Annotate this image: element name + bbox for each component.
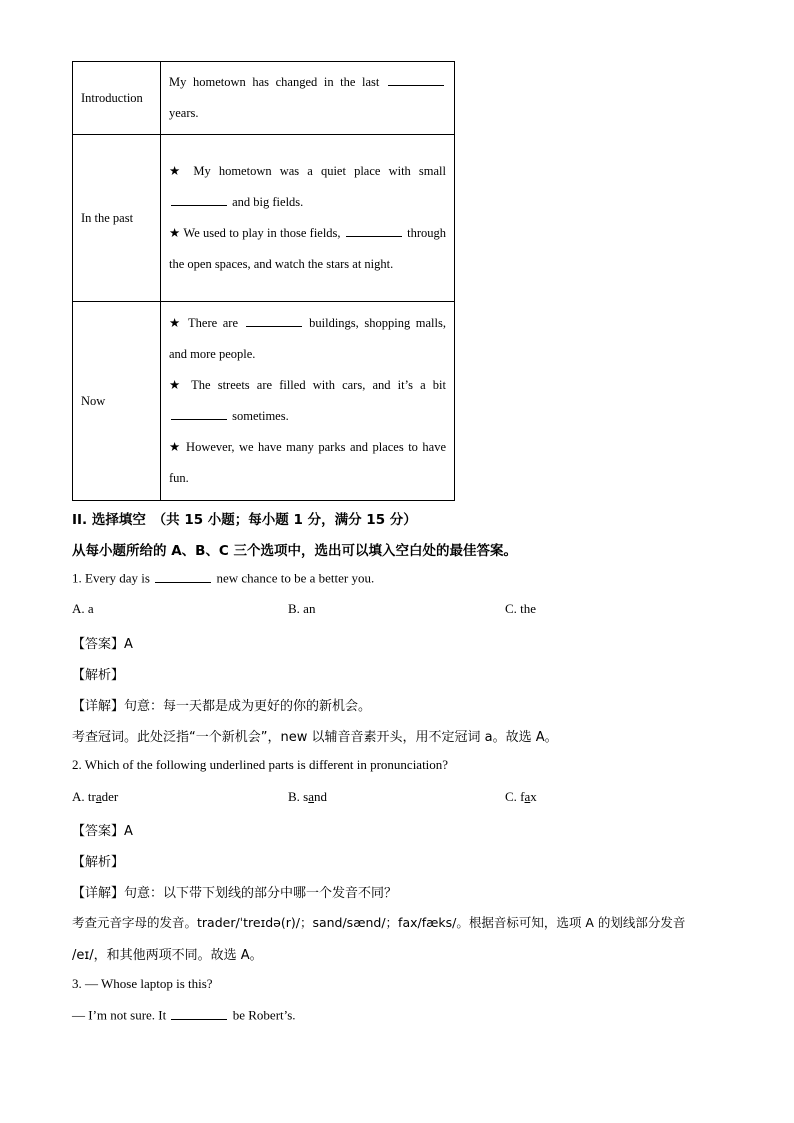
table-row bbox=[73, 135, 455, 302]
option-b: B. an bbox=[288, 601, 316, 616]
text: and big fields. bbox=[229, 195, 304, 209]
row-label: In the past bbox=[73, 135, 161, 302]
bullet-line bbox=[169, 370, 446, 432]
outline-table bbox=[72, 61, 455, 501]
detail-text: 【详解】句意：以下带下划线的部分中哪一个发音不同？ bbox=[72, 886, 398, 901]
underlined-letter: a bbox=[524, 789, 531, 804]
row-content bbox=[161, 62, 455, 135]
text: ★ However, we have many parks and places to have fun. bbox=[169, 440, 446, 485]
question-3-stem: 3. — Whose laptop is this? bbox=[72, 976, 213, 991]
bullet-line bbox=[169, 156, 446, 218]
text: My hometown has changed in the last bbox=[169, 75, 386, 89]
table-row bbox=[73, 62, 455, 135]
option-b bbox=[288, 789, 327, 805]
text: A. tr bbox=[72, 789, 96, 804]
option-a: A. a bbox=[72, 601, 94, 616]
fill-blank bbox=[155, 570, 211, 583]
text: — I’m not sure. It bbox=[72, 1007, 170, 1023]
detail-text: 【详解】句意：每一天都是成为更好的你的新机会。 bbox=[72, 699, 372, 714]
text: ★ The streets are filled with cars, and it’s a bit bbox=[169, 378, 446, 392]
text: buildings, shopping malls, and more people. bbox=[169, 316, 446, 361]
text: ★ There are bbox=[169, 316, 244, 330]
underlined-letter: a bbox=[95, 789, 102, 804]
text: 1. Every day is bbox=[72, 570, 154, 586]
analysis-label: 【解析】 bbox=[72, 668, 125, 683]
bullet-line bbox=[169, 218, 446, 280]
row-content bbox=[161, 302, 455, 501]
answer-label: 【答案】A bbox=[72, 824, 133, 839]
text: through the open spaces, and watch the stars at night. bbox=[169, 226, 446, 271]
fill-blank bbox=[346, 225, 402, 237]
text: B. s bbox=[288, 789, 309, 804]
explain-text-continued: /eɪ/，和其他两项不同。故选 A。 bbox=[72, 948, 263, 963]
section-instruction: 从每小题所给的 A、B、C 三个选项中，选出可以填入空白处的最佳答案。 bbox=[72, 543, 518, 559]
fill-blank bbox=[246, 315, 302, 327]
text: years. bbox=[169, 106, 199, 120]
fill-blank bbox=[171, 194, 227, 206]
text: new chance to be a better you. bbox=[213, 570, 375, 586]
row-content bbox=[161, 135, 455, 302]
fill-blank bbox=[388, 74, 444, 86]
option-a bbox=[72, 789, 118, 805]
text: nd bbox=[314, 789, 328, 804]
row-label: Now bbox=[73, 302, 161, 501]
bullet-line bbox=[169, 432, 446, 494]
row-label: Introduction bbox=[73, 62, 161, 135]
text: ★ My hometown was a quiet place with small bbox=[169, 164, 446, 178]
fill-blank bbox=[171, 408, 227, 420]
explain-text: 考查元音字母的发音。trader/ˈtreɪdə(r)/；sand/sænd/；fax/fæks/。根据音标可知，选项 A 的划线部分发音 bbox=[72, 915, 686, 930]
text: sometimes. bbox=[229, 409, 289, 423]
table-row bbox=[73, 302, 455, 501]
option-c bbox=[505, 789, 537, 805]
fill-blank bbox=[171, 1007, 227, 1020]
underlined-letter: a bbox=[308, 789, 315, 804]
text: be Robert’s. bbox=[229, 1007, 296, 1023]
text: ★ We used to play in those fields, bbox=[169, 226, 344, 240]
answer-label: 【答案】A bbox=[72, 637, 133, 652]
text: C. f bbox=[505, 789, 525, 804]
text: der bbox=[101, 789, 119, 804]
question-1-stem bbox=[72, 570, 374, 587]
explain-text: 考查冠词。此处泛指“一个新机会”，new 以辅音音素开头，用不定冠词 a。故选 A。 bbox=[72, 730, 558, 745]
option-c: C. the bbox=[505, 601, 537, 616]
analysis-label: 【解析】 bbox=[72, 855, 125, 870]
question-3-reply bbox=[72, 1007, 296, 1024]
section-heading: II. 选择填空 （共 15 小题；每小题 1 分，满分 15 分） bbox=[72, 512, 417, 528]
bullet-line bbox=[169, 308, 446, 370]
question-2-stem: 2. Which of the following underlined parts is different in pronunciation? bbox=[72, 757, 449, 772]
text: x bbox=[530, 789, 537, 804]
